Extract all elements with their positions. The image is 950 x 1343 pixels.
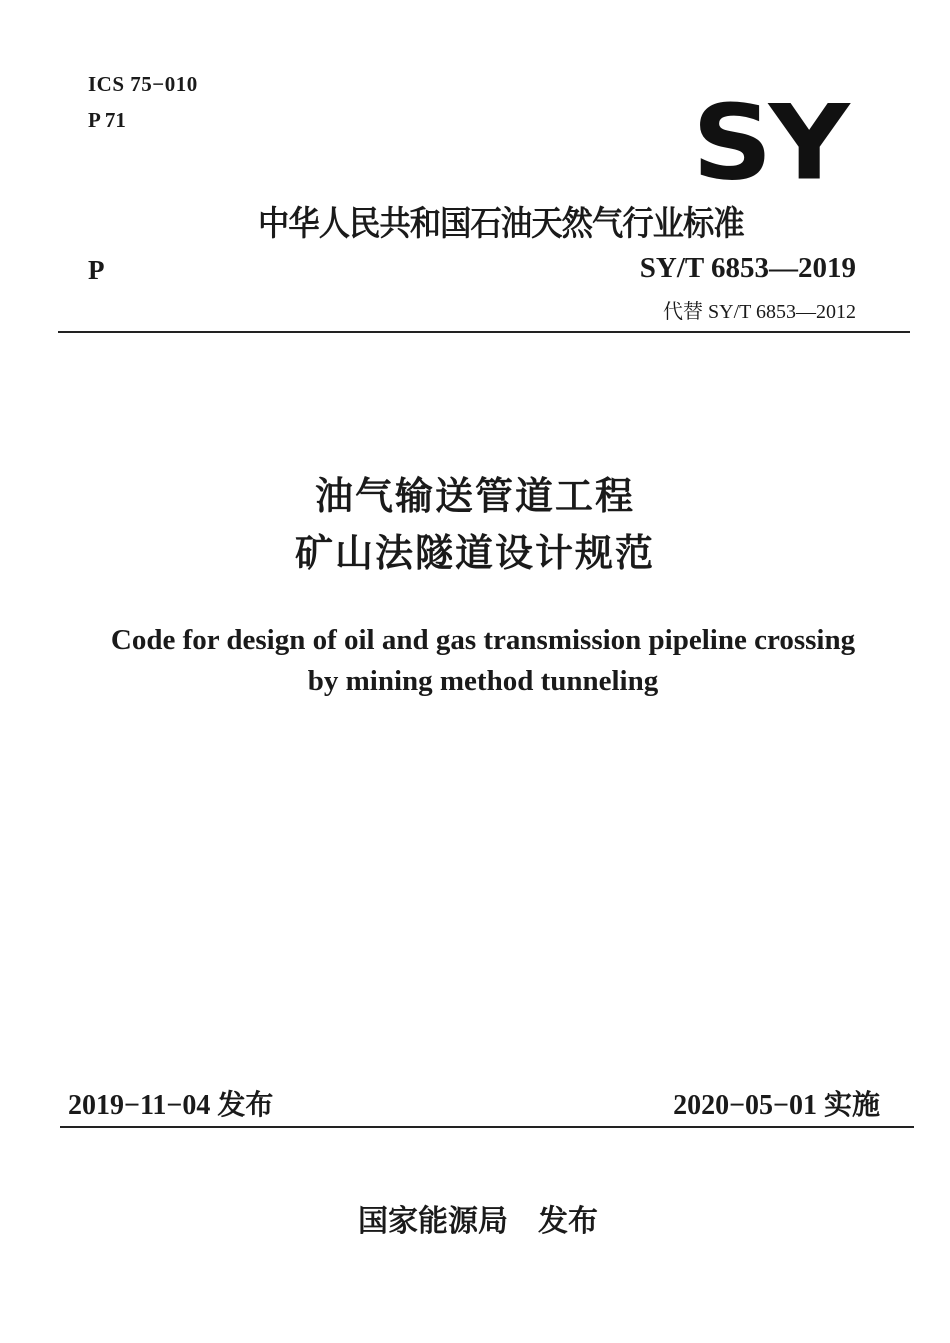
classification-code: P 71 — [88, 108, 126, 132]
publisher-action: 发布 — [538, 1204, 598, 1239]
header-divider — [58, 331, 910, 333]
english-title-line-1: Code for design of oil and gas transmission pipeline crossing — [110, 624, 856, 656]
publisher — [358, 1196, 598, 1240]
sy-logo: SY — [692, 83, 846, 204]
issuing-standard-type: 中华人民共和国石油天然气行业标准 — [258, 204, 744, 244]
chinese-title-line-1: 油气输送管道工程 — [314, 474, 635, 518]
footer-divider — [60, 1126, 914, 1128]
replaces-standard: 代替 SY/T 6853—2012 — [663, 301, 856, 323]
issue-date: 2019−11−04 发布 — [68, 1090, 274, 1121]
chinese-title-line-2: 矿山法隧道设计规范 — [294, 531, 655, 575]
ics-code: ICS 75−010 — [88, 72, 198, 96]
standard-number: SY/T 6853—2019 — [639, 252, 856, 284]
category-letter: P — [88, 255, 105, 285]
publisher-name: 国家能源局 — [358, 1204, 508, 1239]
english-title-line-2: by mining method tunneling — [307, 665, 659, 697]
effective-date: 2020−05−01 实施 — [673, 1090, 880, 1121]
